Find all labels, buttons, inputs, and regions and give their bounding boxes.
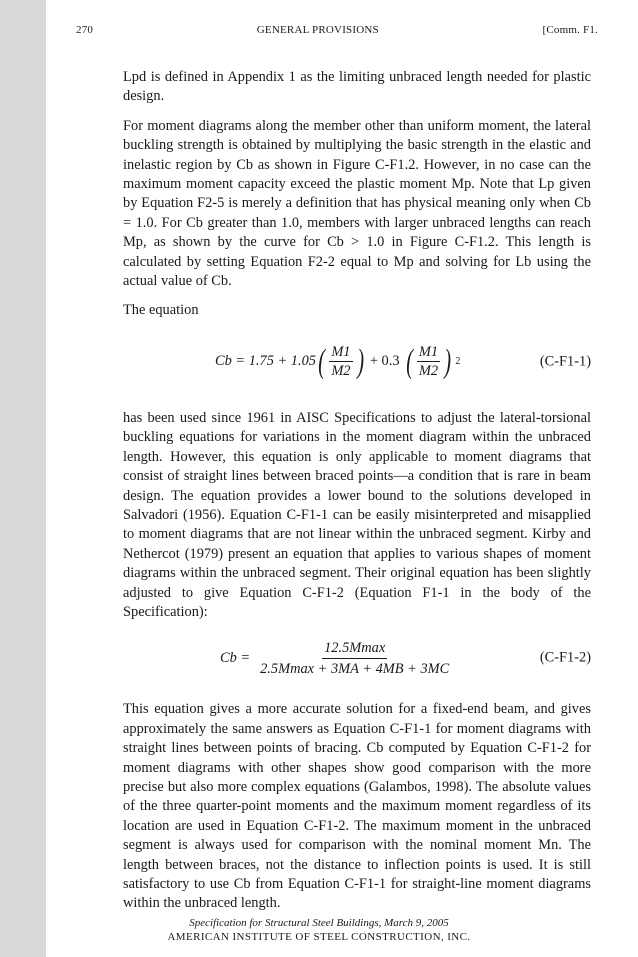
eq1-den2: M2 — [418, 363, 439, 380]
paragraph-1: Lpd is defined in Appendix 1 as the limiting unbraced length needed for plastic design. — [123, 69, 591, 105]
eq1-fraction-1 — [329, 343, 352, 380]
eq2-denominator: 2.5Mmax + 3MA + 4MB + 3MC — [260, 660, 450, 677]
section-title: GENERAL PROVISIONS — [256, 24, 379, 36]
eq1-num2: M1 — [418, 344, 439, 361]
eq1-num1: M1 — [331, 344, 351, 361]
eq2-fraction — [258, 638, 451, 679]
eq2-label: (C-F1-2) — [539, 649, 591, 666]
paragraph-5: This equation gives a more accurate solution for a fixed-end beam, and gives approximately the same answers as Equation C-F1-1 for moment diagrams with straight lines between points of bracing. Cb computed by Equation C-F1-2 for moment diagrams with other shapes show good comparison with the more precise but also more complex equations (Galambos, 1998). The absolute values of the three quarter-point moments and the maximum moment regardless of its location are used in Equation C-F1-2. The maximum moment in the unbraced segment is always used for comparison with the nominal moment Mn. The length between braces, not the distance to inflection points is used. It is still satisfactory to use Cb from Equation C-F1-1 for straight-line moment diagrams within the unbraced length. — [123, 701, 591, 912]
equation-c-f1-2 — [123, 632, 591, 684]
running-header — [76, 24, 598, 36]
eq1-exponent: 2 — [455, 356, 461, 368]
eq1-label: (C-F1-1) — [539, 353, 591, 370]
document-page — [46, 0, 638, 957]
page-footer — [0, 916, 638, 944]
eq1-fraction-2 — [417, 343, 440, 380]
page-margin-strip — [0, 0, 46, 957]
equation-c-f1-1: Cb = 1.75 + 1.05 ( $\frac{M1}{M2}$ ) + 0.3 ( $\frac{M1}{M2}$ ) 2 (C-F1-1) — [215, 342, 591, 380]
paragraph-3: The equation — [123, 302, 199, 319]
eq1-den1: M2 — [331, 363, 351, 380]
body-text — [123, 68, 591, 924]
footer-spec-title: Specification for Structural Steel Buildings, March 9, 2005 — [189, 917, 449, 929]
eq1-lhs: Cb = 1.75 + 1.05 — [215, 353, 316, 370]
paragraph-2: For moment diagrams along the member other than uniform moment, the lateral buckling strength is obtained by multiplying the basic strength in the elastic and inelastic region by Cb as shown in Figure C-F1.2. However, in no case can the maximum moment capacity exceed the plastic moment Mp. Note that Lp given by Equation F2-5 is merely a definition that has physical meaning only when Cb = 1.0. For Cb greater than 1.0, members with larger unbraced lengths can reach Mp, as shown by the curve for Cb > 1.0 in Figure C-F1.2. This length is calculated by setting Equation F2-2 equal to Mp and solving for Lb using the actual value of Cb. — [123, 117, 591, 290]
footer-publisher: AMERICAN INSTITUTE OF STEEL CONSTRUCTION, INC. — [167, 931, 471, 943]
page-number: 270 — [76, 24, 94, 36]
eq2-numerator: 12.5Mmax — [322, 638, 387, 659]
section-reference: [Comm. F1. — [542, 24, 598, 36]
paragraph-4: has been used since 1961 in AISC Specifications to adjust the lateral-torsional buckling equations for variations in the moment diagram within the unbraced length. However, this equation is only applicable to moment diagrams that consist of straight lines between braced points—a condition that is rare in beam design. The equation provides a lower bound to the solutions developed in Salvadori (1956). Equation C-F1-1 can be easily misinterpreted and misapplied to moment diagrams that are not linear within the unbraced segment. Kirby and Nethercot (1979) present an equation that applies to various shapes of moment diagrams within the unbraced segment. Their original equation has been slightly adjusted to give Equation C-F1-2 (Equation F1-1 in the body of the Specification): — [123, 409, 591, 620]
eq2-lhs: Cb = — [220, 649, 251, 666]
eq1-mid: + 0.3 — [369, 353, 400, 370]
